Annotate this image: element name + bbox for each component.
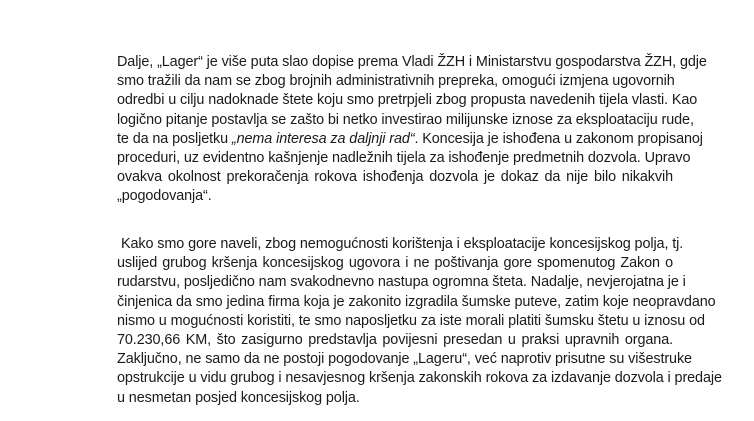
text-line: smo tražili da nam se zbog brojnih administrativnih prepreka, omogući izmjena ugovornih xyxy=(117,73,675,90)
paragraph-lager-correspondence xyxy=(117,53,707,207)
text-line: Zaključno, ne samo da ne postoji pogodovanje „Lageru“, već naprotiv prisutne su višestruke xyxy=(117,351,692,368)
text-line: u nesmetan posjed koncesijskog polja. xyxy=(117,389,360,406)
text-line: odredbi u cilju nadoknade štete koju smo pretrpjeli zbog propusta navedenih tijela vlasti. Kao xyxy=(117,92,698,109)
text-line: „pogodovanja“. xyxy=(117,188,212,205)
text-line: 70.230,66 KM, što zasigurno predstavlja povijesni presedan u praksi upravnih organa. xyxy=(117,331,673,348)
italic-quote: „nema interesa za daljnji rad“ xyxy=(231,130,415,147)
text-line: uslijed grubog kršenja koncesijskog ugovora i ne poštivanja gore spomenutog Zakon o xyxy=(117,255,673,272)
text-line: nismo u mogućnosti koristiti, te smo naposljetku za iste morali platiti šumsku štetu u iznosu od xyxy=(117,312,705,329)
text-run: te da na posljetku xyxy=(117,130,232,147)
text-line: činjenica da smo jedina firma koja je zakonito izgradila šumske puteve, zatim koje neopravdano xyxy=(117,293,716,310)
text-line: rudarstvu, posljedično nam svakodnevno nastupa ogromna šteta. Nadalje, nevjerojatna je i xyxy=(117,274,686,291)
text-run: . Koncesija je ishođena u zakonom propisanoj xyxy=(414,130,703,147)
text-line: opstrukcije u vidu grubog i nesavjesnog kršenja zakonskih rokova za izdavanje dozvola i predaje xyxy=(117,370,722,387)
text-line: logično pitanje postavlja se zašto bi netko investirao milijunske iznose za eksploataciju rude, xyxy=(117,111,694,128)
text-line: Dalje, „Lager“ je više puta slao dopise prema Vladi ŽZH i Ministarstvu gospodarstva ŽZH, gdje xyxy=(117,54,707,70)
text-line: ovakva okolnost prekoračenja rokova ishođenja dozvola je dokaz da nije bilo nikakvih xyxy=(117,169,673,186)
text-line: proceduri, uz evidentno kašnjenje nadležnih tijela za ishođenje predmetnih dozvola. Upravo xyxy=(117,149,691,166)
text-line xyxy=(117,130,703,149)
paragraph-concession-obstruction xyxy=(117,235,722,408)
text-line: Kako smo gore naveli, zbog nemogućnosti korištenja i eksploatacije koncesijskog polja, tj. xyxy=(121,236,684,252)
